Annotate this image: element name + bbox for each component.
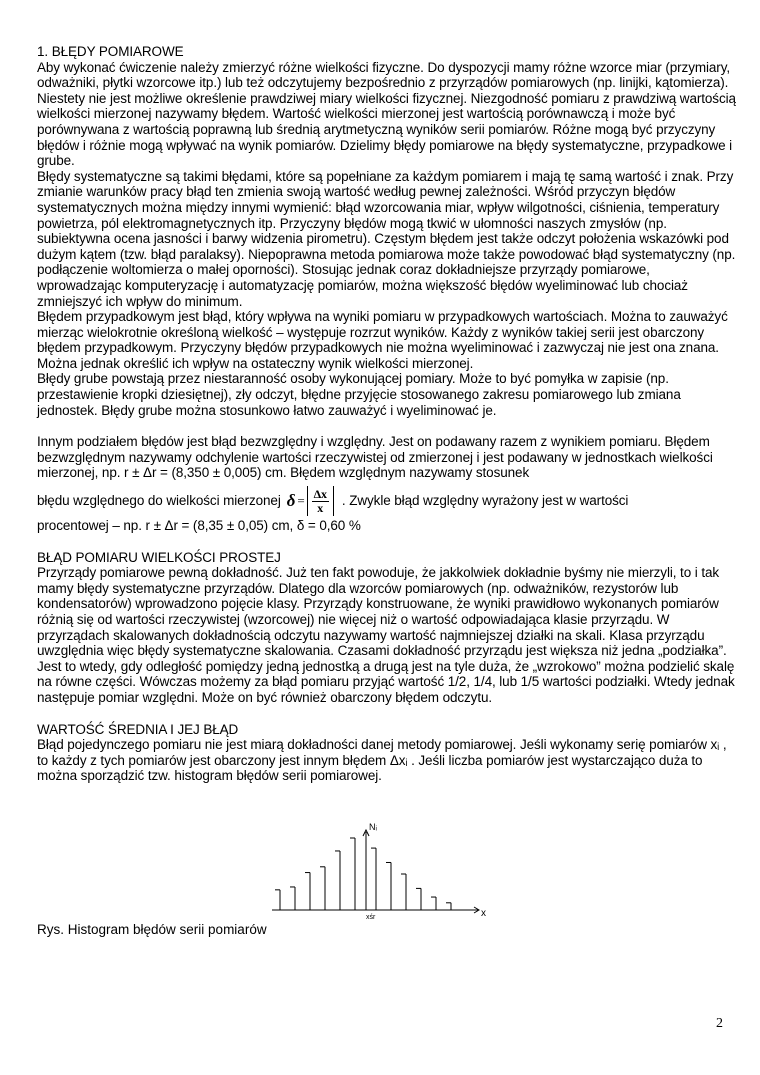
formula-delta-symbol: δ [286,491,296,511]
formula-absolute-value [307,486,334,516]
histogram-mean-label: xśr [366,914,376,920]
histogram-figure [270,820,490,920]
formula-equals: = [297,493,305,509]
figure-caption: Rys. Histogram błędów serii pomiarów [37,922,267,937]
histogram-x-label: x [481,908,486,919]
section-heading-bledy-pomiarowe: 1. BŁĘDY POMIAROWE [37,44,184,59]
section-heading-wartosc-srednia: WARTOŚĆ ŚREDNIA I JEJ BŁĄD [37,721,239,737]
formula-line [37,484,737,518]
formula-denominator: x [317,500,324,515]
paragraph-random-errors: Błędem przypadkowym jest błąd, który wpływa na wyniki pomiaru w przypadkowych wartościach. Można to zauważyć mierząc wielokrotnie określoną wielkość – występuje rozrzut wyników. Każdy z wyników takiej serii jest obarczony błędem przypadkowym. Przyczyny błędów przypadkowych nie można wyeliminować i zazwyczaj nie jest ona znana. Można jednak określić ich wpływ na ostateczny wynik wielkości mierzonej. [37,309,728,371]
paragraph-intro: Aby wykonać ćwiczenie należy zmierzyć różne wielkości fizyczne. Do dyspozycji mamy różne wzorce miar (przymiary, odważniki, płytki wzorcowe itp.) lub też odczytujemy bezpośrednio z przyrządów pomiarowych (np. linijki, kątomierza). Niestety nie jest możliwe określenie prawdziwej miary wielkości fizycznej. Niezgodność pomiaru z prawdziwą wartością wielkości mierzonej nazywamy błędem. Wartość wielkości mierzonej jest wartością porównawczą i może być porównywana z wartością poprawną lub średnią arytmetyczną wyników serii pomiarów. Różne mogą być przyczyny błędów i różnie mogą wpływać na wynik pomiarów. Dzielimy błędy pomiarowe na błędy systematyczne, przypadkowe i grube. [37,59,736,169]
paragraph-instrument-accuracy: Przyrządy pomiarowe pewną dokładność. Już ten fakt powoduje, że jakkolwiek dokładnie byśmy nie mierzyli, to i tak mamy błędy systematyczne przyrządów. Dlatego dla wzorców pomiarowych (np. odważników, rezystorów lub kondensatorów) wprowadzono pojęcie klasy. Przyrządy konstruowane, że wyniki prawidłowo wykonanych pomiarów różnią się od wartości rzeczywistej (wzorcowej) nie więcej niż o wartość odpowiadająca klasie przyrządu. W przyrządach skalowanych dokładnością odczytu nazywamy wartość najmniejszej działki na skali. Klasa przyrządu uwzględnia więc błędy systematyczne skalowania. Czasami dokładność przyrządu jest większa niż jedna „podziałka”. Jest to wtedy, gdy odległość pomiędzy jedną jednostką a drugą jest na tyle duża, że „wzrokowo” można podzielić skalę na równe części. Wówczas możemy za błąd pomiaru przyjąć wartość 1/2, 1/4, lub 1/5 wartości podziałki. Wtedy jednak następuje pomiar względni. Może on być również obarczony błędem odczytu. [37,565,735,705]
formula-text-after: . Zwykle błąd względny wyrażony jest w wartości [341,493,629,509]
section-heading-blad-pomiaru: BŁĄD POMIARU WIELKOŚCI PROSTEJ [37,549,281,565]
paragraph-mean-value: Błąd pojedynczego pomiaru nie jest miarą dokładności danej metody pomiarowej. Jeśli wykonamy serię pomiarów xᵢ , to każdy z tych pomiarów jest obarczony jest innym błędem Δxᵢ . Jeśli liczba pomiarów jest wystarczająco duża to można sporządzić tzw. histogram błędów serii pomiarowej. [37,737,727,784]
paragraph-systematic-errors: Błędy systematyczne są takimi błędami, które są popełniane za każdym pomiarem i mają tę samą wartość i znak. Przy zmianie warunków pracy błąd ten zmienia swoją wartość według pewnej zależności. Wśród przyczyn błędów systematycznych można między innymi wymienić: błąd wzorcowania miar, wpływ wilgotności, ciśnienia, temperatury powietrza, pól elektromagnetycznych itp. Przyczyny błędów mogą tkwić w ułomności naszych zmysłów (np. subiektywna ocena jasności i barwy widzenia pirometru). Częstym błędem jest także odczyt położenia wskazówki pod dużym kątem (tzw. błąd paralaksy). Niepoprawna metoda pomiarowa może także powodować błąd systematyczny (np. podłączenie woltomierza o małej oporności). Stosując jednak coraz dokładniejsze przyrządy pomiarowe, wprowadzając komputeryzację i automatyzację pomiarów, można większość błędów wyeliminować lub chociaż zmniejszyć ich wpływ do minimum. [37,168,736,309]
formula-text-before: błędu względnego do wielkości mierzonej [37,493,281,509]
histogram-y-label: Nᵢ [369,822,377,832]
formula-numerator: Δx [313,486,327,501]
paragraph-absolute-relative-errors: Innym podziałem błędów jest błąd bezwzględny i względny. Jest on podawany razem z wynikiem pomiaru. Błędem bezwzględnym nazywamy odchylenie wartości rzeczywistej od zmierzonej i jest podawany w jednostkach wielkości mierzonej, np. r ± Δr = (8,350 ± 0,005) cm. Błędem względnym nazywamy stosunek [37,434,713,481]
paragraph-gross-errors: Błędy grube powstają przez niestaranność osoby wykonującej pomiary. Może to być pomyłka w zapisie (np. przestawienie kropki dziesiętnej), zły odczyt, błędne przyjęcie stosowanego zakresu pomiarowego lub zmiana jednostek. Błędy grube można stosunkowo łatwo zauważyć i wyeliminować je. [37,371,681,418]
histogram-bars [275,838,451,910]
histogram-svg [270,820,490,920]
formula-fraction [312,488,329,515]
relative-error-formula [287,486,334,516]
paragraph-percent-example: procentowej – np. r ± Δr = (8,35 ± 0,05) cm, δ = 0,60 % [37,518,361,534]
document-page [37,44,737,784]
page-number: 2 [716,1016,723,1031]
